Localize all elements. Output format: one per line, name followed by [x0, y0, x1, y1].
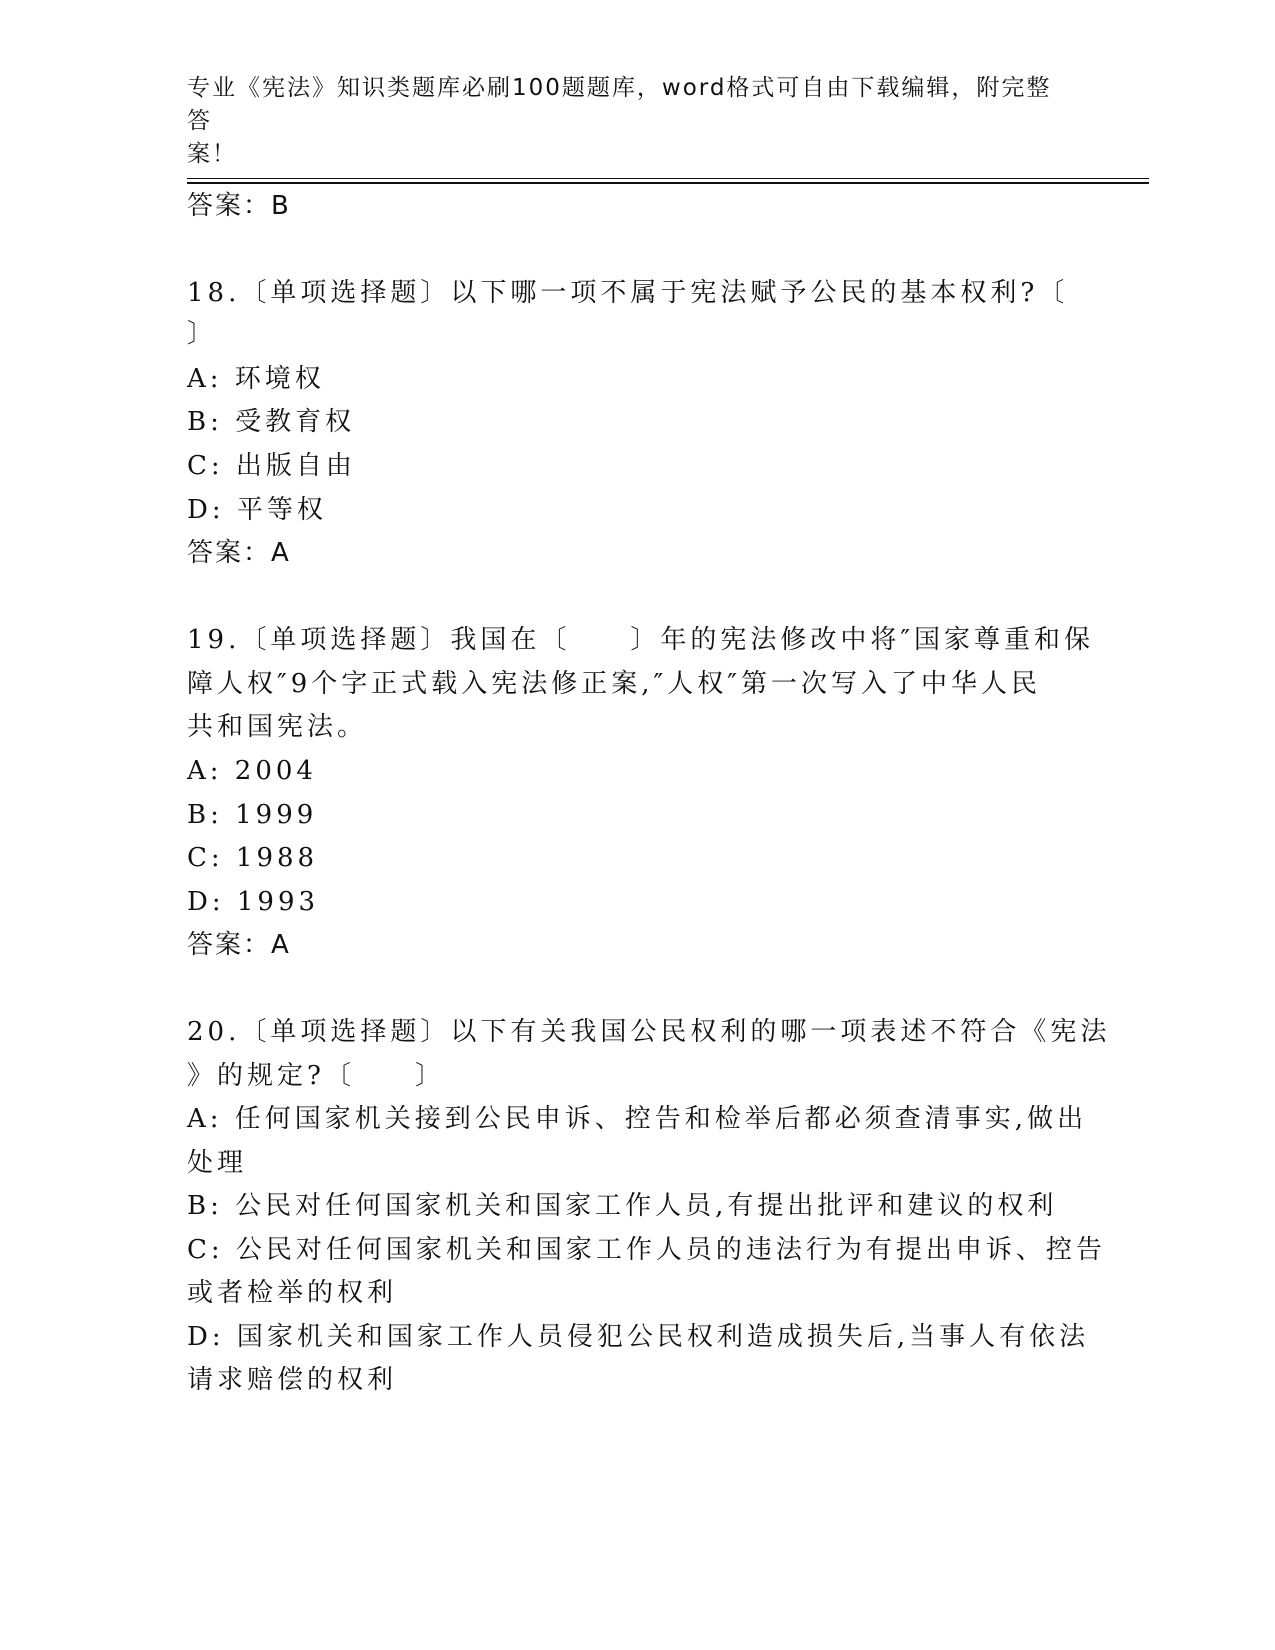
header-divider-thick: [187, 182, 1149, 184]
question-19-option-b: B: 1999: [187, 800, 318, 830]
question-19-option-d: D: 1993: [187, 887, 320, 917]
question-19-stem-line-3: 共和国宪法。: [187, 712, 368, 742]
question-20-option-d-line-1: D: 国家机关和国家工作人员侵犯公民权利造成损失后,当事人有依法: [187, 1322, 1090, 1352]
question-19-option-a: A: 2004: [187, 756, 317, 786]
question-18-option-a: A: 环境权: [187, 364, 325, 394]
question-18-stem-line-2: 〕: [187, 319, 218, 349]
question-19-answer: 答案：A: [187, 930, 291, 960]
question-19-stem-line-2: 障人权″9个字正式载入宪法修正案,″人权″第一次写入了中华人民: [187, 669, 1041, 699]
question-20-option-a-line-1: A: 任何国家机关接到公民申诉、控告和检举后都必须查清事实,做出: [187, 1104, 1088, 1134]
question-20-stem-line-2: 》的规定?〔 〕: [187, 1061, 445, 1091]
question-18-stem-line-1: 18.〔单项选择题〕以下哪一项不属于宪法赋予公民的基本权利?〔: [187, 278, 1069, 308]
header-title-line-1: 专业《宪法》知识类题库必刷100题题库，word格式可自由下载编辑，附完整答: [187, 75, 1052, 134]
question-20-stem-line-1: 20.〔单项选择题〕以下有关我国公民权利的哪一项表述不符合《宪法: [187, 1017, 1111, 1047]
header-title-line-2: 案！: [187, 141, 237, 167]
question-20-option-a-line-2: 处理: [187, 1148, 248, 1178]
question-19-option-c: C: 1988: [187, 843, 319, 873]
question-18-answer: 答案：A: [187, 538, 291, 568]
previous-answer: 答案：B: [187, 191, 291, 221]
question-20-option-c-line-1: C: 公民对任何国家机关和国家工作人员的违法行为有提出申诉、控告: [187, 1235, 1106, 1265]
header-divider-thin: [187, 178, 1149, 179]
question-19-stem-line-1: 19.〔单项选择题〕我国在〔 〕年的宪法修改中将″国家尊重和保: [187, 625, 1095, 655]
question-20-option-b: B: 公民对任何国家机关和国家工作人员,有提出批评和建议的权利: [187, 1191, 1058, 1221]
question-20-option-c-line-2: 或者检举的权利: [187, 1278, 398, 1308]
question-18-option-c: C: 出版自由: [187, 451, 356, 481]
page-header: [187, 72, 1067, 171]
question-18-option-d: D: 平等权: [187, 495, 327, 525]
question-20-option-d-line-2: 请求赔偿的权利: [187, 1365, 398, 1395]
question-18-option-b: B: 受教育权: [187, 407, 356, 437]
